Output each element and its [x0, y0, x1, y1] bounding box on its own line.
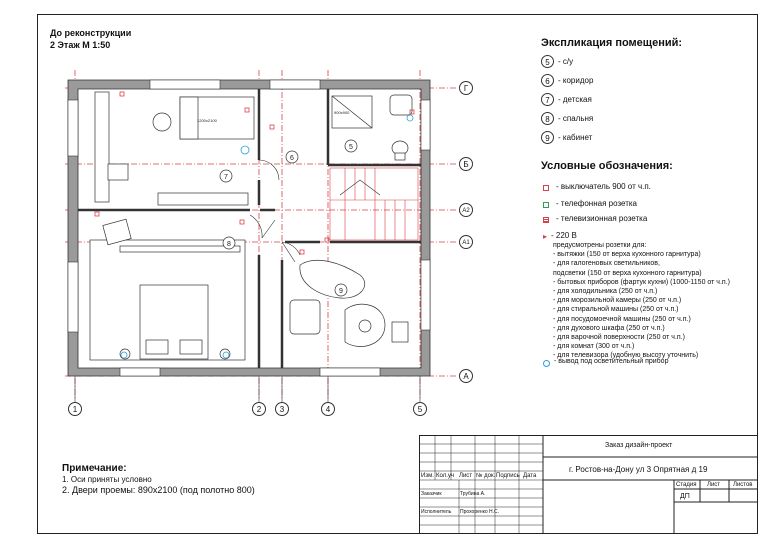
room-marker-9: 9 [339, 288, 343, 295]
bed-dimension-label: 1200х2100 [197, 118, 217, 123]
legend-socket-line: - для духового шкафа (250 от ч.п.) [553, 324, 665, 332]
axis-label-5: 5 [413, 402, 427, 416]
room-number-badge: 9 [541, 131, 554, 144]
col-sign: Подпись [496, 473, 520, 479]
explication-row [541, 112, 593, 125]
legend-socket-line: - для телевизора (удобную высоту уточнить) [553, 352, 699, 360]
room-label: - с/у [558, 57, 574, 66]
legend-socket-line: - для комнат (300 от ч.п.) [553, 343, 635, 351]
room-label: - кабинет [558, 133, 593, 142]
legend-socket-line: - бытовых приборов (фартук кухни) (1000-1150 от ч.п.) [553, 278, 730, 286]
col-list: Лист [459, 473, 473, 479]
room-label: - детская [558, 95, 592, 104]
kids-room-furniture [95, 92, 254, 205]
explication-row [541, 74, 593, 87]
sheet-header: Лист [707, 482, 721, 488]
light-outlet-icon [543, 360, 550, 367]
axis-label-a: А [459, 369, 473, 383]
notes-line-2: 2. Двери проемы: 890х2100 (под полотно 800) [62, 485, 255, 495]
office-furniture [290, 260, 408, 346]
explication-row [541, 93, 592, 106]
room-number-badge: 5 [541, 55, 554, 68]
legend-switch: - выключатель 900 от ч.п. [556, 182, 651, 191]
legend-socket-line: - для холодильника (250 от ч.п.) [553, 288, 658, 296]
axis-label-b: Б [459, 157, 473, 171]
power-socket-icon: ▸ [543, 232, 548, 241]
axis-label-g: Г [459, 81, 473, 95]
legend-socket-title: - 220 В [551, 231, 577, 240]
staircase [330, 168, 418, 240]
room-label: - спальня [558, 114, 594, 123]
project-name: Заказ дизайн-проект [605, 442, 673, 449]
name-executor: Прохоренко Н.С. [460, 509, 500, 515]
axis-label-3: 3 [275, 402, 289, 416]
role-executor: Исполнитель [421, 509, 452, 515]
legend-socket-line: - для стиральной машины (250 от ч.п.) [553, 306, 679, 314]
shower-dimension-label: 900х900 [334, 110, 350, 115]
legend-tv: - телевизионная розетка [556, 214, 648, 223]
axis-label-1: 1 [68, 402, 82, 416]
explication-row [541, 55, 573, 68]
axis-label-4: 4 [321, 402, 335, 416]
legend-socket-line: - для варочной поверхности (250 от ч.п.) [553, 334, 685, 342]
bathroom-fixtures [332, 95, 412, 160]
room-marker-6: 6 [290, 155, 294, 162]
legend-socket-line: предусмотрены розетки для: [553, 242, 647, 249]
axis-leaders [75, 376, 420, 402]
legend-socket-line: - для галогеновых светильников, [553, 260, 660, 268]
room-label: - коридор [558, 76, 594, 85]
switch-symbol-icon [543, 185, 549, 191]
col-date: Дата [523, 473, 537, 479]
tv-socket-icon [543, 217, 549, 223]
notes-title: Примечание: [62, 463, 127, 474]
legend-light: - вывод под осветительный прибор [554, 358, 669, 365]
title-block [419, 435, 758, 534]
axis-label-a1: А1 [459, 235, 473, 249]
phone-socket-icon [543, 202, 549, 208]
axis-label-a2: А2 [459, 203, 473, 217]
explication-heading: Экспликация помещений: [541, 37, 683, 49]
drawing-subtitle: 2 Этаж М 1:50 [50, 40, 111, 50]
stage-header: Стадия [676, 482, 697, 488]
project-address: г. Ростов-на-Дону ул 3 Опрятная д 19 [569, 465, 708, 474]
col-doc: № док. [476, 473, 496, 479]
notes-line-1: 1. Оси приняты условно [62, 475, 152, 484]
sheets-header: Листов [733, 482, 753, 488]
role-customer: Заказчик [421, 491, 442, 497]
room-marker-8: 8 [227, 241, 231, 248]
legend-socket-line: - для посудомоечной машины (250 от ч.п.) [553, 315, 691, 323]
legend-socket-line: подсветки (150 от верха кухонного гарнитура) [553, 269, 702, 277]
room-number-badge: 6 [541, 74, 554, 87]
legend-socket-list [553, 241, 730, 361]
room-marker-7: 7 [224, 174, 228, 181]
room-number-badge: 8 [541, 112, 554, 125]
drawing-title: До реконструкции [50, 28, 132, 38]
room-number-badge: 7 [541, 93, 554, 106]
legend-socket-line: - вытяжки (150 от верха кухонного гарнитура) [553, 251, 701, 259]
bedroom-furniture [90, 219, 245, 360]
explication-row [541, 131, 592, 144]
col-izm: Изм. [421, 473, 434, 479]
stage-value: ДП [680, 493, 690, 500]
legend-phone: - телефонная розетка [556, 199, 637, 208]
col-kol: Кол.уч [436, 473, 454, 479]
name-customer: Трубина А. [460, 491, 486, 497]
room-marker-5: 5 [349, 144, 353, 151]
axis-label-2: 2 [252, 402, 266, 416]
legend-socket-line: - для морозильной камеры (250 от ч.п.) [553, 297, 682, 305]
legend-heading: Условные обозначения: [541, 160, 673, 172]
